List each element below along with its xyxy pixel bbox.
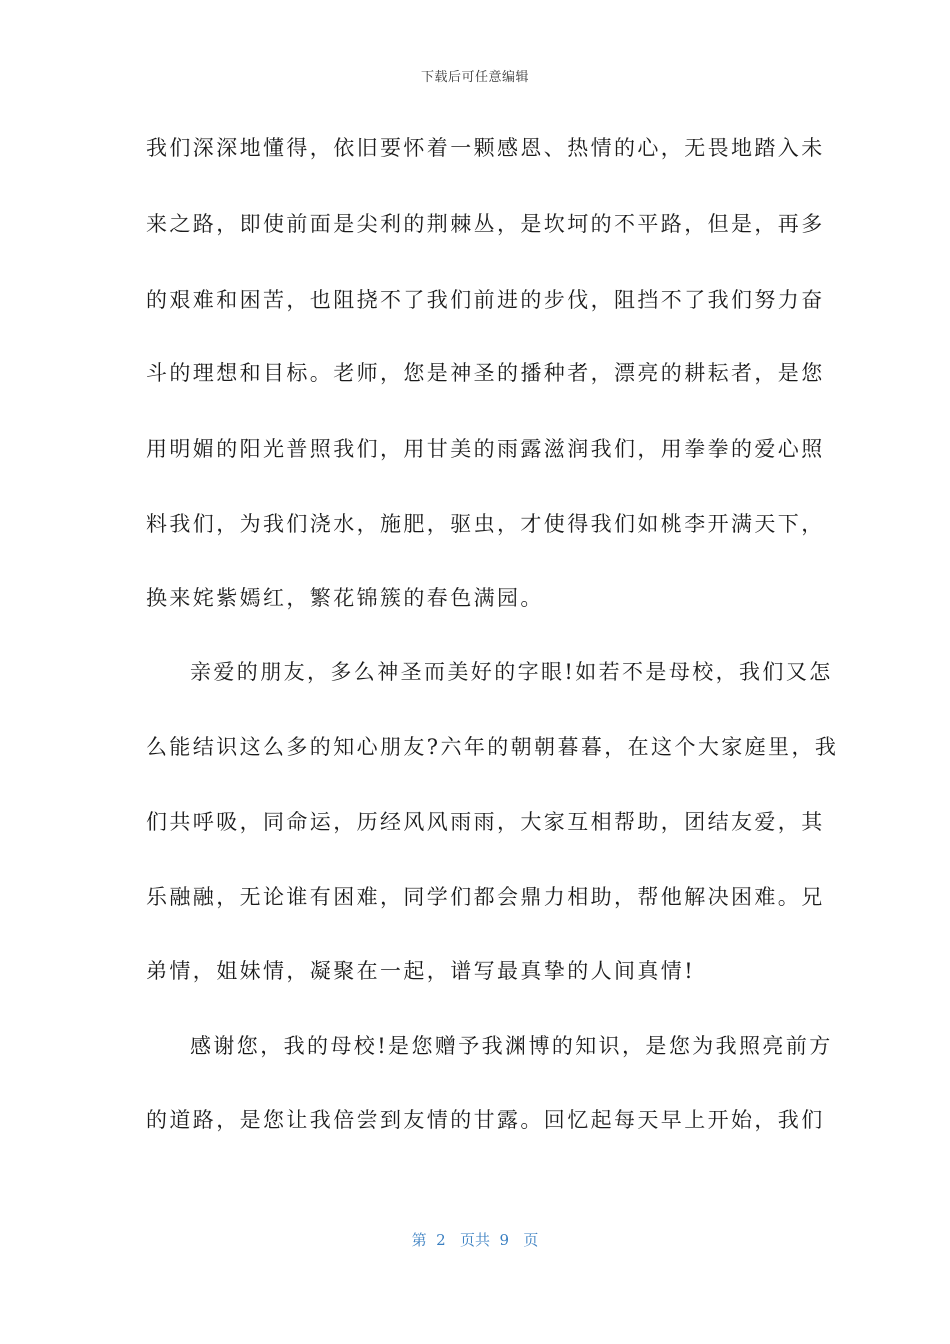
text-line: 弟情，姐妹情，凝聚在一起，谱写最真挚的人间真情!	[146, 959, 696, 983]
page-header: 下载后可任意编辑	[420, 70, 529, 85]
text-line: 料我们，为我们浇水，施肥，驱虫，才使得我们如桃李开满天下，	[146, 512, 825, 536]
paragraph-first-line: 感谢您，我的母校!是您赠予我渊博的知识，是您为我照亮前方	[190, 1034, 833, 1058]
text-line: 用明媚的阳光普照我们，用甘美的雨露滋润我们，用拳拳的爱心照	[146, 437, 825, 461]
text-line: 来之路，即使前面是尖利的荆棘丛，是坎坷的不平路，但是，再多	[146, 212, 825, 236]
text-line: 我们深深地懂得，依旧要怀着一颗感恩、热情的心，无畏地踏入未	[146, 136, 825, 160]
text-line: 换来姹紫嫣红，繁花锦簇的春色满园。	[146, 586, 544, 610]
text-line: 的艰难和困苦，也阻挠不了我们前进的步伐，阻挡不了我们努力奋	[146, 288, 825, 312]
text-line: 么能结识这么多的知心朋友?六年的朝朝暮暮，在这个大家庭里，我	[146, 735, 839, 759]
page-footer: 第 2 页共 9 页	[411, 1231, 539, 1249]
text-line: 的道路，是您让我倍尝到友情的甘露。回忆起每天早上开始，我们	[146, 1108, 825, 1132]
text-line: 斗的理想和目标。老师，您是神圣的播种者，漂亮的耕耘者，是您	[146, 361, 825, 385]
text-line: 们共呼吸，同命运，历经风风雨雨，大家互相帮助，团结友爱，其	[146, 810, 825, 834]
paragraph-first-line: 亲爱的朋友，多么神圣而美好的字眼!如若不是母校，我们又怎	[190, 660, 833, 684]
text-line: 乐融融，无论谁有困难，同学们都会鼎力相助，帮他解决困难。兄	[146, 885, 825, 909]
